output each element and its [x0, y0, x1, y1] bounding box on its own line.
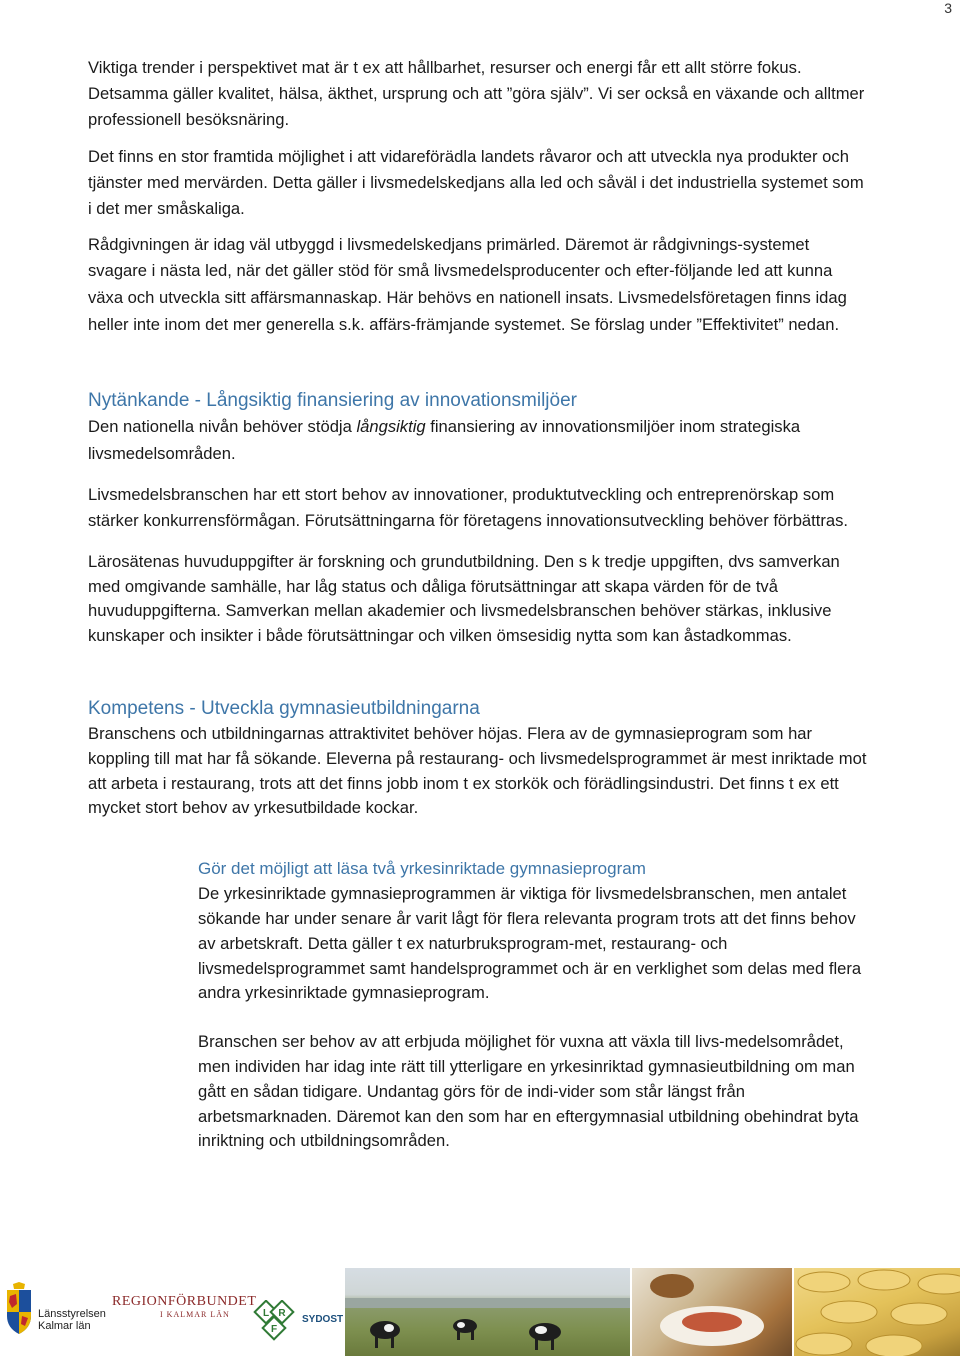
lrf-letter-r: R [278, 1308, 286, 1319]
subsection-paragraph-1: De yrkesinriktade gymnasieprogrammen är viktiga för livsmedelsbranschen, men antalet sökande har under senare år varit lågt för flera relevanta program trots att det finns behov av arbetskraft. Detta gäller t ex naturbruksprogram-met, restaurang- och livsmedelsprogrammet samt handelsprogrammet och är en verklighet som delas med flera andra yrkesinriktade gymnasieprogram. [198, 884, 862, 1003]
competence-paragraph-1: Branschens och utbildningarnas attraktivitet behöver höjas. Flera av de gymnasieprogram som har koppling till mat har få sökande. Eleverna på restaurang- och livsmedelsprogrammet är mest inriktade mot att arbeta i restaurang, trots att det finns jobb inom t ex storkök och förädlingsindustri. Det finns t ex ett mycket stort behov av yrkesutbildade kockar. [88, 724, 867, 818]
lansstyrelsen-logo [0, 1282, 108, 1342]
section-heading-innovation: Nytänkande - Långsiktig finansiering av innovationsmiljöer [88, 390, 577, 412]
intro-paragraph-1: Viktiga trender i perspektivet mat är t ex att hållbarhet, resurser och energi får ett allt större fokus. Detsamma gäller kvalitet, hälsa, äkthet, ursprung och att ”göra själv”. Vi ser också en växande och alltmer professionell besöksnäring. [88, 58, 865, 130]
lrf-letter-l: L [262, 1308, 270, 1319]
subsection-paragraph-2: Branschen ser behov av att erbjuda möjlighet för vuxna att växla till livs-medelsområdet, men individen har idag inte rätt till ytterligare en yrkesinriktad gymnasieutbildning om man gått en sådan tidigare. Undantag görs för de indi-vider som står längst från arbetsmarknaden. Däremot kan den som har en eftergymnasial utbildning obehindrat byta inriktning och utbildningsområden. [198, 1032, 859, 1151]
footer-logo-strip [0, 1268, 960, 1356]
lansstyrelsen-line2: Kalmar län [38, 1320, 91, 1332]
subsection-heading: Gör det möjligt att läsa två yrkesinriktade gymnasieprogram [198, 859, 646, 879]
document-body [88, 55, 868, 1154]
coat-of-arms-icon [4, 1282, 34, 1338]
intro-paragraph-3: Rådgivningen är idag väl utbyggd i livsmedelskedjans primärled. Däremot är rådgivnings-systemet svagare i nästa led, när det gäller stöd för små livsmedelsproducenter och efter-följande led att kunna växa och utveckla sitt affärsmannaskap. Här behövs en nationell insats. Livsmedelsföretagen finns idag heller inte inom det mer generella s.k. affärs-främjande systemet. Se förslag under ”Effektivitet” nedan. [88, 234, 847, 334]
subsection-vocational-programs [88, 856, 868, 1154]
regionforbundet-name: REGIONFÖRBUNDET [112, 1294, 257, 1309]
innovation-text-after: finansiering av innovationsmiljöer inom strategiska livsmedelsområden. [88, 417, 801, 463]
photo-food [632, 1268, 792, 1356]
food-plate-image [632, 1268, 792, 1356]
lrf-sydost-logo [252, 1300, 342, 1344]
lansstyrelsen-line1: Länsstyrelsen [38, 1308, 106, 1320]
innovation-emphasis: långsiktig [356, 417, 426, 437]
cows-pasture-image [345, 1268, 630, 1356]
innovation-paragraph-3: Lärosätenas huvuduppgifter är forskning och grundutbildning. Den s k tredje uppgiften, dvs samverkan med omgivande samhälle, har låg status och dåliga förutsättningar att skapa värden för de två huvuduppgifterna. Samverkan mellan akademier och livsmedelsbranschen behöver stärkas, inklusive kunskaper och insikter i både förutsättningar och vilken ömsesidig nytta som kan åstadkommas. [88, 551, 840, 646]
cheese-wheels-image [794, 1268, 960, 1356]
intro-paragraph-2: Det finns en stor framtida möjlighet i att vidareförädla landets råvaror och att utveckla nya produkter och tjänster med mervärden. Detta gäller i livsmedelskedjans alla led och såväl i det industriella systemet som i det mer småskaliga. [88, 146, 864, 219]
photo-cheese-wheels [794, 1268, 960, 1356]
regionforbundet-sub: I KALMAR LÄN [160, 1310, 230, 1319]
lrf-letter-f: F [270, 1324, 278, 1335]
innovation-paragraph-2: Livsmedelsbranschen har ett stort behov av innovationer, produktutveckling och entreprenörskap som stärker konkurrensförmågan. Förutsättningarna för företagens innovationsutveckling behöver förbättras. [88, 485, 849, 531]
innovation-paragraph-1 [88, 414, 868, 467]
regionforbundet-logo [112, 1294, 257, 1338]
page-number: 3 [944, 0, 952, 16]
section-heading-competence: Kompetens - Utveckla gymnasieutbildningarna [88, 698, 480, 720]
innovation-text-before: Den nationella nivån behöver stödja [88, 417, 357, 437]
lansstyrelsen-name [38, 1308, 106, 1332]
lrf-emblem-icon [252, 1300, 298, 1344]
lrf-sydost-text: SYDOST [302, 1314, 344, 1325]
photo-cows-pasture [345, 1268, 630, 1356]
